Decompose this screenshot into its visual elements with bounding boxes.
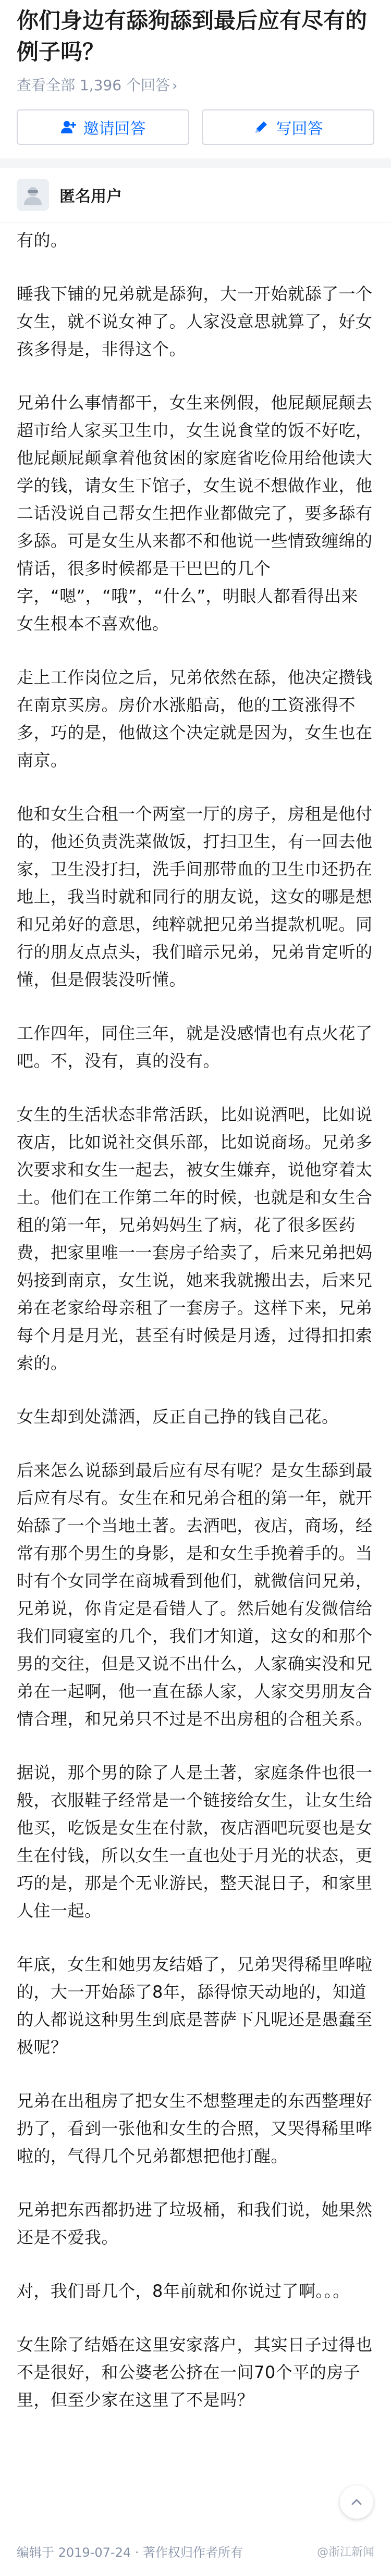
question-header [0, 0, 391, 96]
answer-paragraph: 走上工作岗位之后，兄弟依然在舔，他决定攒钱在南京买房。房价水涨船高，他的工资涨得不多，巧的是，他做这个决定就是因为，女生也在南京。 [17, 667, 373, 770]
answer-paragraph: 据说，那个男的除了人是土著，家庭条件也很一般，衣服鞋子经常是一个链接给女生，让女生给他买，吃饭是女生在付款，夜店酒吧玩耍也是女生在付钱，所以女生一直也处于月光的状态，更巧的是，那是个无业游民，整天混日子，和家里人住一起。 [17, 1763, 373, 1921]
answer-paragraph: 兄弟什么事情都干，女生来例假，他屁颠屁颠去超市给人家买卫生巾，女生说食堂的饭不好吃，他屁颠屁颠拿着他贫困的家庭省吃俭用给他读大学的钱，请女生下馆子，女生说不想做作业，他二话没说自己帮女生把作业都做完了，要多舔有多舔。可是女生从来都不和他说一些情致缠绵的情话，很多时候都是干巴巴的几个字，“嗯”，“哦”，“什么”，明眼人都看得出来女生根本不喜欢他。 [17, 393, 373, 634]
add-user-icon [60, 119, 76, 135]
watermark: @浙江新闻 [316, 2546, 374, 2559]
anonymous-avatar-icon [17, 179, 49, 211]
edit-info: 编辑于 2019-07-24 · 著作权归作者所有 [17, 2545, 243, 2560]
answer-paragraph: 他和女生合租一个两室一厅的房子，房租是他付的，他还负责洗菜做饭，打扫卫生，有一回去他家，卫生没打扫，洗手间那带血的卫生巾还扔在地上，我当时就和同行的朋友说，这女的哪是想和兄弟好的意思，纯粹就把兄弟当提款机呢。同行的朋友点点头，我们暗示兄弟，兄弟肯定听的懂，但是假装没听懂。 [17, 804, 373, 989]
answer-body [0, 222, 391, 2414]
answer-paragraph: 后来怎么说舔到最后应有尽有呢？是女生舔到最后应有尽有。女生在和兄弟合租的第一年，就开始舔了一个当地土著。去酒吧，夜店，商场，经常有那个男生的身影，是和女生手挽着手的。当时有个女同学在商城看到他们，就微信问兄弟，兄弟说，你肯定是看错人了。然后她有发微信给我们同寝室的几个，我们才知道，这女的和那个男的交往，但是又说不出什么，人家确实没和兄弟在一起啊，他一直在舔人家，人家交男朋友合情合理，和兄弟只不过是不出房租的合租关系。 [17, 1460, 373, 1729]
answer-paragraph: 女生的生活状态非常活跃，比如说酒吧，比如说夜店，比如说社交俱乐部，比如说商场。兄弟多次要求和女生一起去，被女生嫌弃，说他穿着太土。他们在工作第二年的时候，也就是和女生合租的第一年，兄弟妈妈生了病，花了很多医药费，把家里唯一一套房子给卖了，后来兄弟把妈妈接到南京，女生说，她来我就搬出去，后来兄弟在老家给母亲租了一套房子。这样下来，兄弟每个月是月光，甚至有时候是月透，过得扣扣索索的。 [17, 1105, 373, 1373]
answer-paragraph: 年底，女生和她男友结婚了，兄弟哭得稀里哗啦的，大一开始舔了8年，舔得惊天动地的，知道的人都说这种男生到底是菩萨下凡呢还是愚蠢至极呢？ [17, 1954, 373, 2057]
chevron-right-icon: › [172, 78, 178, 94]
invite-answer-button[interactable] [17, 109, 189, 145]
scroll-to-top-button[interactable] [340, 2485, 373, 2519]
answer-paragraph: 工作四年，同住三年，就是没感情也有点火花了吧。不，没有，真的没有。 [17, 1023, 373, 1071]
answer-paragraph: 睡我下铺的兄弟就是舔狗，大一开始就舔了一个女生，就不说女神了。人家没意思就算了，好女孩多得是，非得这个。 [17, 284, 373, 359]
author-row[interactable] [0, 168, 391, 222]
section-divider [0, 158, 391, 168]
answer-footer [17, 2542, 374, 2560]
answer-paragraph: 对，我们哥几个，8年前就和你说过了啊。。。 [17, 2281, 350, 2301]
write-answer-button[interactable] [202, 109, 374, 145]
answer-action-row [17, 109, 374, 145]
answer-paragraph: 有的。 [17, 230, 68, 250]
chevron-up-icon [349, 2495, 364, 2509]
answer-paragraph: 女生却到处潇洒，反正自己挣的钱自己花。 [17, 1407, 339, 1427]
author-name: 匿名用户 [59, 188, 122, 206]
invite-answer-label: 邀请回答 [83, 120, 146, 138]
question-title: 你们身边有舔狗舔到最后应有尽有的例子吗？ [17, 8, 368, 65]
write-answer-label: 写回答 [276, 120, 323, 138]
answer-paragraph: 兄弟在出租房了把女生不想整理走的东西整理好扔了，看到一张他和女生的合照，又哭得稀里哗啦的，气得几个兄弟都想把他打醒。 [17, 2091, 373, 2166]
view-all-answers-text: 查看全部 1,396 个回答 [17, 77, 170, 94]
answer-paragraph: 女生除了结婚在这里安家落户，其实日子过得也不是很好，和公婆老公挤在一间70个平的房子里，但至少家在这里了不是吗？ [17, 2335, 373, 2410]
answer-paragraph: 兄弟把东西都扔进了垃圾桶，和我们说，她果然还是不爱我。 [17, 2200, 373, 2247]
view-all-answers-link[interactable] [17, 75, 374, 96]
pencil-icon [253, 119, 269, 135]
